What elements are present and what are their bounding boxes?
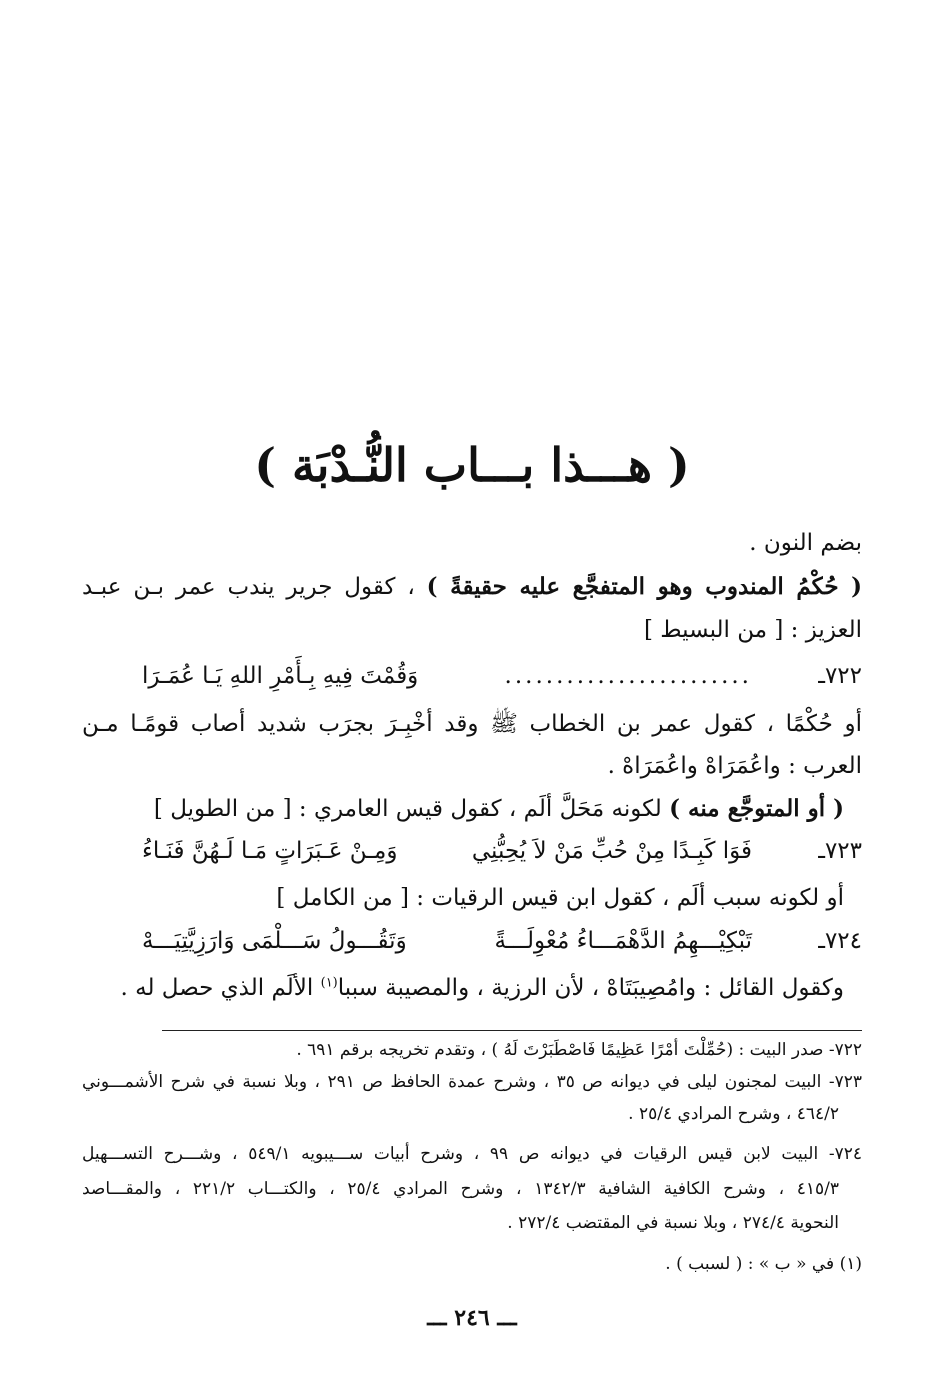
verse-first-hemistich: ........................	[504, 663, 752, 689]
verse-number: ٧٢٣ـ	[818, 838, 862, 864]
body-line-7	[154, 795, 844, 824]
body-line-6: العرب : واعُمَرَاهْ واعُمَرَاهْ .	[607, 753, 862, 779]
footnote-722: ٧٢٢- صدر البيت : (حُمِّلْتَ أمْرًا عَظِيمًا فَاصْطَبَرْتَ لَهُ ) ، وتقدم تخريجه برقم ٦٩١ .	[296, 1040, 862, 1060]
footnote-724-line-2: ٤١٥/٣ ، وشرح الكافية الشافية ١٣٤٢/٣ ، وشرح المرادي ٢٥/٤ ، والكتـــاب ٢٢١/٢ ، والمقـــاصد	[82, 1179, 839, 1199]
verse-second-hemistich: وَمِـنْ عَـبَرَاتٍ مَـا لَـهُنَّ فَنَـاءُ	[142, 838, 398, 864]
bold-heading-hukm: ( حُكْمُ المندوب وهو المتفجَّع عليه حقيقةً )	[426, 573, 863, 600]
footnote-1: (١) في « ب » : ( لسبب ) .	[665, 1254, 862, 1274]
chapter-title: ( هـــذا بـــاب النُّـدْبَة )	[254, 438, 690, 492]
body-line-11	[121, 975, 844, 1003]
verse-number: ٧٢٢ـ	[818, 663, 862, 689]
verse-first-hemistich: تَبْكِيْـــهِمُ الدَّهْمَـــاءُ مُعْوِلَـــةً	[494, 928, 752, 954]
verse-second-hemistich: وَتَقُـــولُ سَـــلْمَى وَارَزِيَّتِيَـــهْ	[142, 928, 407, 954]
body-line-9: أو لكونه سبب ألَم ، كقول ابن قيس الرقيات : [ من الكامل ]	[276, 885, 844, 911]
body-line-11-text-b: الألَم الذي حصل له .	[120, 975, 314, 1001]
body-line-3: العزيز : [ من البسيط ]	[644, 617, 862, 643]
footnote-723-line-2: ٤٦٤/٢ ، وشرح المرادي ٢٥/٤ .	[628, 1104, 839, 1124]
body-line-2-text: ، كقول جرير يندب عمر بـن عبـد	[82, 574, 415, 600]
verse-number: ٧٢٤ـ	[818, 928, 862, 954]
footnote-724-line-1: ٧٢٤- البيت لابن قيس الرقيات في ديوانه ص ٩٩ ، وشرح أبيات ســـيبويه ٥٤٩/١ ، وشـــرح التســـهيل	[82, 1144, 862, 1164]
page-number: ـــ ٢٤٦ ـــ	[427, 1305, 517, 1331]
footnote-724-line-3: النحوية ٢٧٤/٤ ، وبلا نسبة في المقتضب ٢٧٢/٤ .	[507, 1213, 839, 1233]
verse-first-hemistich: فَوَا كَبِـدًا مِنْ حُبِّ مَنْ لاَ يُحِبُّنِي	[471, 838, 752, 864]
body-line-7-text: لكونه مَحَلَّ ألَم ، كقول قيس العامري : [ من الطويل ]	[153, 796, 662, 822]
body-line-2	[82, 573, 862, 602]
bold-heading-mutawajja: ( أو المتوجَّع منه )	[669, 795, 844, 822]
body-line-1: بضم النون .	[749, 530, 862, 556]
verse-second-hemistich: وَقُمْتَ فِيهِ بِـأَمْرِ اللهِ يَـا عُمَـرَا	[142, 663, 419, 689]
body-line-11-text-a: وكقول القائل : وامُصِيبَتَاهْ ، لأن الرزية ، والمصيبة سببا	[337, 975, 844, 1001]
footnote-reference: (١)	[320, 975, 338, 991]
footnote-723-line-1: ٧٢٣- البيت لمجنون ليلى في ديوانه ص ٣٥ ، وشرح عمدة الحافظ ص ٢٩١ ، وبلا نسبة في شرح الأشمـــوني	[82, 1072, 862, 1092]
body-line-5: أو حُكْمًا ، كقول عمر بن الخطاب ﷺ وقد أخْبِـرَ بجرَب شديد أصاب قومًـا مـن	[82, 711, 862, 737]
footnote-divider	[162, 1030, 862, 1031]
